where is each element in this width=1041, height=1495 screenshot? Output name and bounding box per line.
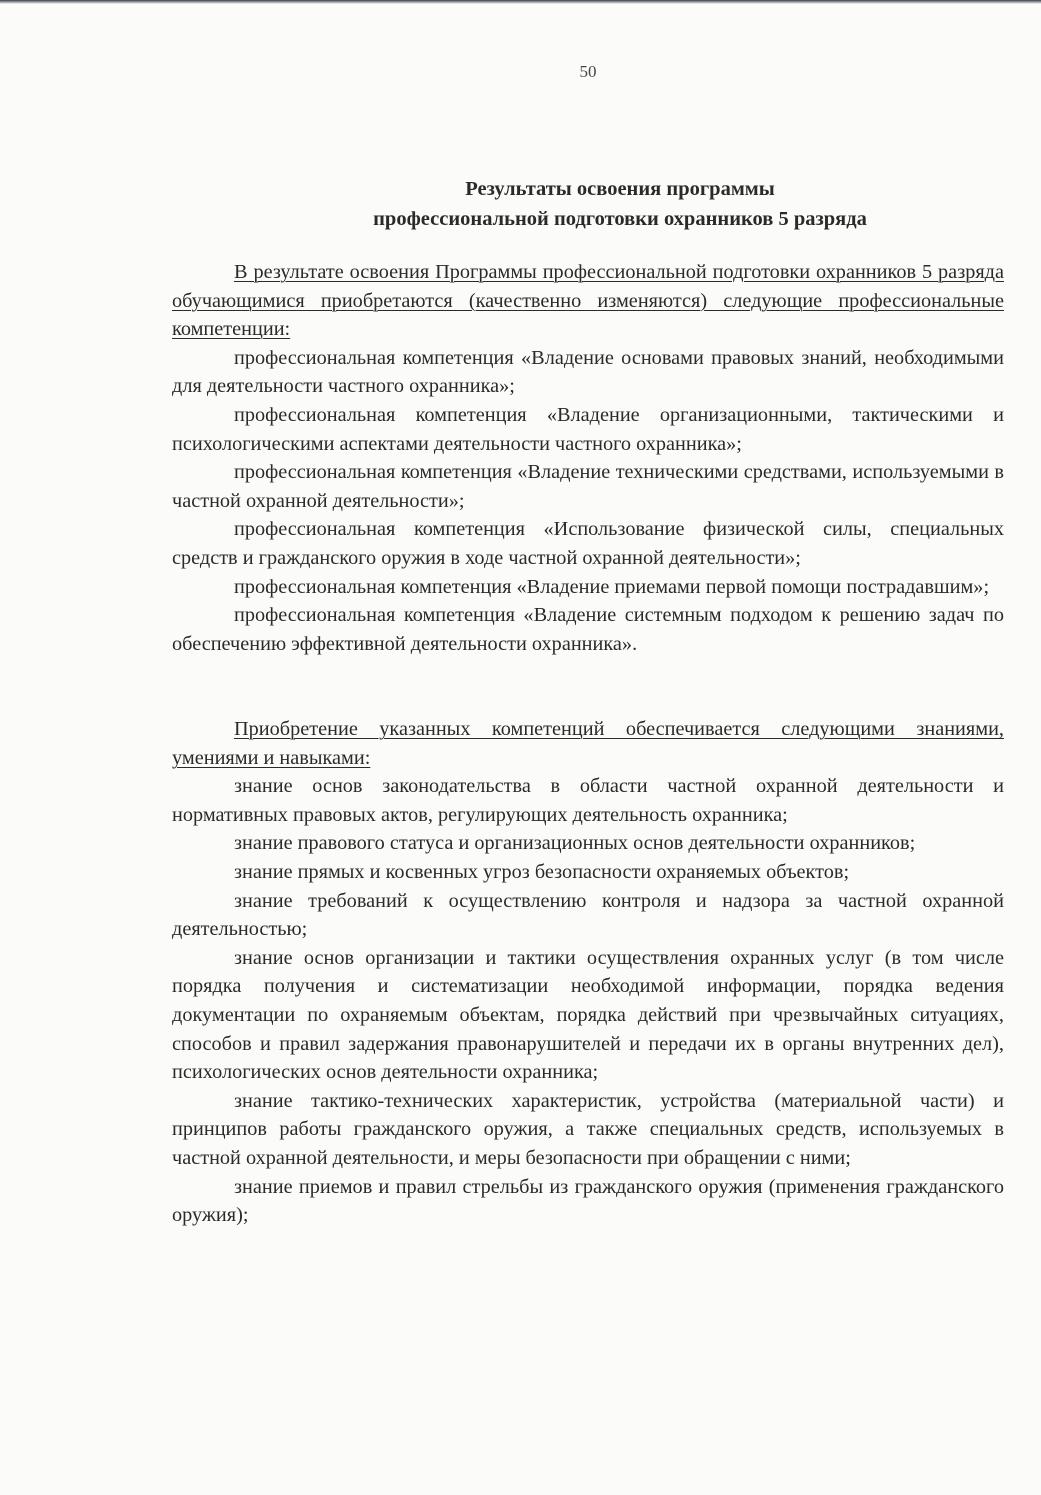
competency-item: профессиональная компетенция «Владение организационными, тактическими и психологическими аспектами деятельности частного охранника»; [172, 403, 1004, 455]
competency-item: профессиональная компетенция «Владение основами правовых знаний, необходимыми для деятельности частного охранника»; [172, 346, 1004, 398]
scan-edge [0, 0, 1041, 4]
knowledge-item: знание прямых и косвенных угроз безопасности охраняемых объектов; [234, 860, 850, 883]
competency-item: профессиональная компетенция «Использование физической силы, специальных средств и гражданского оружия в ходе частной охранной деятельности»; [172, 518, 1004, 569]
competencies-section [172, 258, 1004, 658]
knowledge-intro [172, 715, 1004, 772]
knowledge-item: знание основ законодательства в области частной охранной деятельности и нормативных правовых актов, регулирующих деятельность охранника; [172, 775, 1004, 826]
knowledge-item: знание требований к осуществлению контроля и надзора за частной охранной деятельностью; [172, 889, 1004, 941]
competency-item: профессиональная компетенция «Владение приемами первой помощи пострадавшим»; [234, 575, 990, 598]
competencies-intro [172, 258, 1004, 344]
knowledge-section [172, 715, 1004, 1230]
knowledge-item: знание основ организации и тактики осуществления охранных услуг (в том числе порядка получения и систематизации необходимой информации, порядка ведения документации по охраняемым объектам, порядка действий при чрезвычайных ситуациях, способов и правил задержания правонарушителей и передачи их в органы внутренних дел), психологических основ деятельности охранника; [172, 946, 1004, 1084]
knowledge-item: знание тактико-технических характеристик, устройства (материальной части) и принципов работы гражданского оружия, а также специальных средств, используемых в частной охранной деятельности, и меры безопасности при обращении с ними; [172, 1089, 1004, 1169]
competency-item: профессиональная компетенция «Владение техническими средствами, используемыми в частной охранной деятельности»; [172, 461, 1004, 512]
title-line-1: Результаты освоения программы [465, 178, 775, 200]
page-number: 50 [579, 62, 597, 81]
page-title [300, 174, 940, 234]
title-line-2: профессиональной подготовки охранников 5 разряда [373, 208, 867, 230]
competencies-intro-text: В результате освоения Программы профессиональной подготовки охранников 5 разряда обучающимися приобретаются (качественно изменяются) следующие профессиональные компетенции: [172, 261, 1004, 341]
knowledge-item: знание приемов и правил стрельбы из гражданского оружия (применения гражданского оружия); [172, 1175, 1004, 1227]
knowledge-item: знание правового статуса и организационных основ деятельности охранников; [234, 832, 916, 855]
knowledge-intro-text: Приобретение указанных компетенций обеспечивается следующими знаниями, умениями и навыками: [172, 718, 1004, 769]
competency-item: профессиональная компетенция «Владение системным подходом к решению задач по обеспечению эффективной деятельности охранника». [172, 604, 1004, 655]
